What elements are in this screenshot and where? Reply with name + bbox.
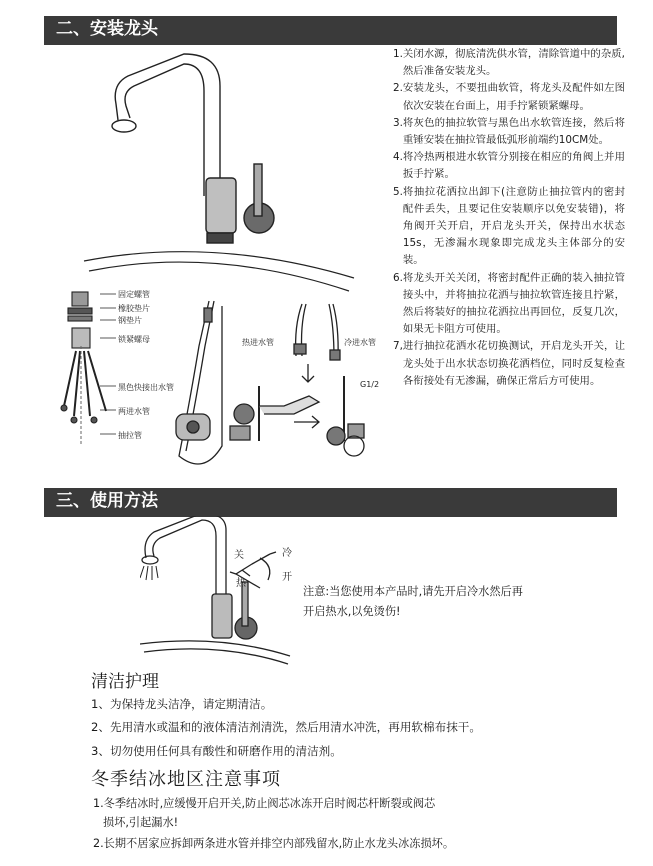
label-fixing-nut: 固定螺管 (118, 290, 150, 299)
care-item: 3、切勿使用任何具有酸性和研磨作用的清洁剂。 (91, 744, 342, 758)
handle-label-hot: 热 (236, 578, 246, 589)
handle-label-cold: 冷 (282, 548, 292, 559)
install-step: 3. 将灰色的抽拉软管与黑色出水软管连接，然后将重锤安装在抽拉管最低弧形前端约10CM处。 (393, 116, 625, 147)
installation-diagram (44, 46, 394, 486)
section-install-title: 二、安装龙头 (56, 19, 158, 39)
section-usage-header (44, 488, 617, 515)
section-usage-title: 三、使用方法 (56, 491, 158, 511)
label-rubber-gasket: 橡胶垫片 (118, 304, 150, 313)
usage-note: 注意:当您使用本产品时,请先开启冷水然后再 开启热水,以免烫伤! (303, 585, 523, 618)
label-dual-inlet: 两进水管 (118, 407, 150, 416)
winter-item: 2.长期不居家应拆卸两条进水管并排空内部残留水,防止水龙头冰冻损坏。 (93, 837, 455, 850)
label-steel-gasket: 钢垫片 (118, 316, 142, 325)
exploded-parts (61, 292, 116, 446)
winter-title: 冬季结冰地区注意事项 (91, 769, 281, 790)
section-install-header (44, 16, 617, 43)
install-step: 6. 将龙头开关关闭，将密封配件正确的装入抽拉管接头中，并将抽拉花洒与抽拉软管连接且拧紧，然后将装好的抽拉花洒拉出再回位，反复几次，如果无卡阻方可使用。 (393, 271, 625, 336)
label-cold-inlet: 冷进水管 (344, 338, 376, 347)
header-rule (44, 515, 617, 517)
handle-label-close: 关 (234, 550, 244, 561)
care-item: 1、为保持龙头洁净，请定期清洁。 (91, 697, 273, 711)
install-steps (393, 46, 625, 390)
valve-illustration (230, 304, 364, 456)
label-thread: G1/2 (360, 380, 380, 389)
usage-diagram (140, 516, 300, 666)
install-step: 2. 安装龙头，不要扭曲软管，将龙头及配件如左图依次安装在台面上，用手拧紧锁紧螺母。 (393, 82, 625, 112)
pull-hose-illustration (176, 301, 222, 464)
label-black-hose: 黑色快接出水管 (118, 383, 174, 392)
install-step: 7, 进行抽拉花洒水花切换测试，开启龙头开关，让龙头处于出水状态切换花洒档位，同时反复检查各衔接处有无渗漏，确保正常后方可使用。 (393, 340, 625, 387)
install-step: 4. 将冷热两根进水软管分别接在相应的角阀上并用扳手拧紧。 (393, 151, 625, 181)
handle-label-open: 开 (282, 572, 292, 583)
install-step: 5. 将抽拉花洒拉出卸下(注意防止抽拉管内的密封配件丢失，且要记住安装顺序以免安装错)，将角阀开关开启，开启龙头开关，保持出水状态15s，无渗漏水现象即完成龙头主体部分的安装。 (393, 185, 625, 267)
care-item: 2、先用清水或温和的液体清洁剂清洗，然后用清水冲洗，再用软棉布抹干。 (91, 720, 481, 734)
label-lock-nut: 锁紧螺母 (118, 335, 150, 344)
care-title: 清洁护理 (91, 672, 159, 692)
faucet-illustration (84, 54, 354, 291)
install-step: 1. 关闭水源，彻底清洗供水管，清除管道中的杂质,然后准备安装龙头。 (393, 48, 625, 78)
label-pull-pipe: 抽拉管 (118, 431, 142, 440)
label-hot-inlet: 热进水管 (242, 338, 274, 347)
header-rule (44, 43, 617, 45)
winter-item: 1.冬季结冰时,应缓慢开启开关,防止阀芯冰冻开启时阀芯杆断裂或阀芯 损坏,引起漏水! (93, 797, 436, 829)
